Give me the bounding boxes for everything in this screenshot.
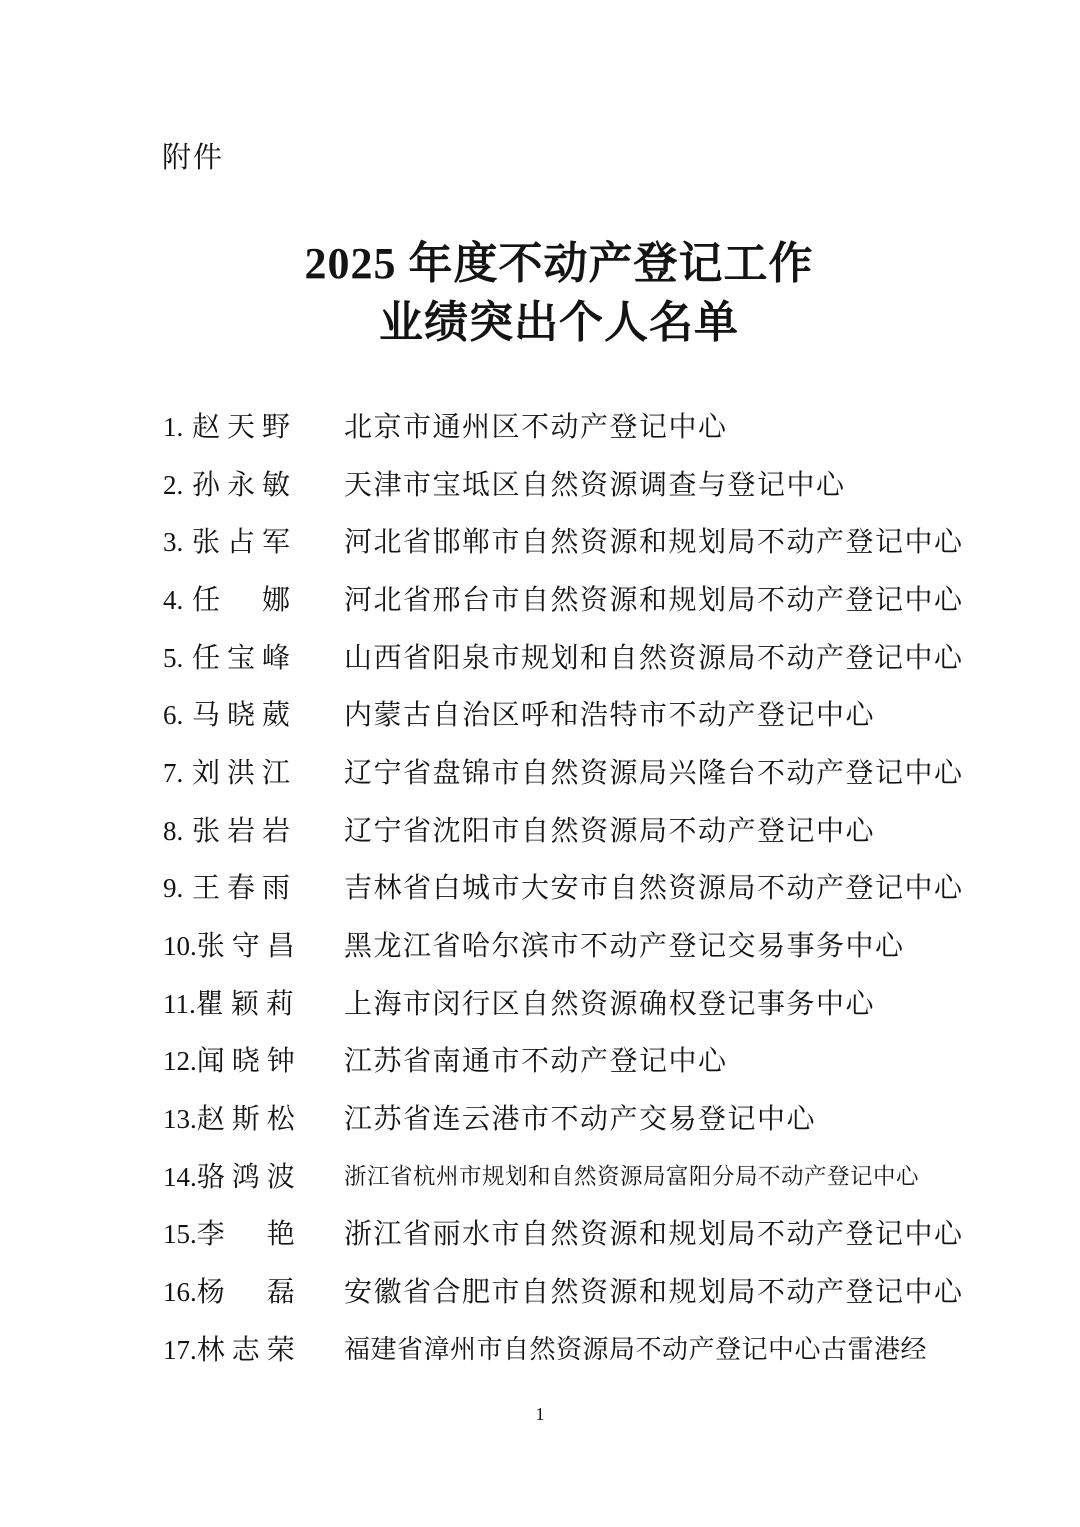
row-number: 7. bbox=[163, 757, 184, 788]
row-name: 张占军 bbox=[192, 527, 298, 559]
row-org: 辽宁省沈阳市自然资源局不动产登记中心 bbox=[344, 815, 876, 847]
list-row bbox=[163, 1261, 963, 1319]
row-name: 张岩岩 bbox=[192, 815, 298, 847]
list-row bbox=[163, 915, 963, 973]
row-name: 马晓葳 bbox=[192, 700, 298, 732]
row-name: 李 艳 bbox=[196, 1219, 302, 1251]
row-name-cell bbox=[163, 866, 344, 906]
row-org: 福建省漳州市自然资源局不动产登记中心古雷港经 bbox=[344, 1335, 928, 1365]
row-name-cell bbox=[163, 578, 344, 618]
row-name: 赵斯松 bbox=[196, 1104, 302, 1136]
row-name-cell bbox=[163, 463, 344, 503]
row-name-cell bbox=[163, 1155, 344, 1195]
row-org: 吉林省白城市大安市自然资源局不动产登记中心 bbox=[344, 873, 964, 905]
title-line-1: 2025 年度不动产登记工作 bbox=[304, 239, 814, 288]
row-name-cell bbox=[163, 1097, 344, 1137]
row-name-cell bbox=[163, 693, 344, 733]
row-name: 刘洪江 bbox=[192, 757, 298, 789]
document-title bbox=[163, 234, 955, 352]
row-org: 浙江省杭州市规划和自然资源局富阳分局不动产登记中心 bbox=[344, 1163, 920, 1189]
list-row bbox=[163, 627, 963, 685]
row-number: 1. bbox=[163, 411, 184, 442]
row-org: 山西省阳泉市规划和自然资源局不动产登记中心 bbox=[344, 642, 964, 674]
row-number: 8. bbox=[163, 815, 184, 846]
row-org: 河北省邢台市自然资源和规划局不动产登记中心 bbox=[344, 584, 964, 616]
page-number: 1 bbox=[535, 1404, 545, 1424]
row-name-cell bbox=[163, 636, 344, 676]
row-number: 15. bbox=[163, 1219, 197, 1250]
attachment-label: 附件 bbox=[162, 142, 225, 174]
row-name-cell bbox=[163, 1328, 344, 1368]
row-org: 黑龙江省哈尔滨市不动产登记交易事务中心 bbox=[344, 931, 905, 963]
row-org: 河北省邯郸市自然资源和规划局不动产登记中心 bbox=[344, 527, 964, 559]
row-number: 16. bbox=[163, 1277, 197, 1308]
row-number: 11. bbox=[163, 988, 196, 1019]
list-row bbox=[163, 511, 963, 569]
list-row bbox=[163, 454, 963, 512]
list-row bbox=[163, 396, 963, 454]
row-name: 闻晓钟 bbox=[196, 1046, 302, 1078]
row-number: 10. bbox=[163, 931, 197, 962]
row-name: 王春雨 bbox=[192, 873, 298, 905]
row-number: 12. bbox=[163, 1046, 197, 1077]
row-number: 3. bbox=[163, 527, 184, 558]
list-row bbox=[163, 973, 963, 1031]
row-name-cell bbox=[163, 405, 344, 445]
row-name-cell bbox=[163, 1270, 344, 1310]
row-org: 江苏省南通市不动产登记中心 bbox=[344, 1046, 728, 1078]
row-org: 上海市闵行区自然资源确权登记事务中心 bbox=[344, 988, 876, 1020]
row-name: 瞿颖莉 bbox=[195, 988, 301, 1020]
list-row bbox=[163, 742, 963, 800]
list-row bbox=[163, 1319, 963, 1377]
row-org: 江苏省连云港市不动产交易登记中心 bbox=[344, 1104, 817, 1136]
row-name-cell bbox=[163, 809, 344, 849]
row-name: 赵天野 bbox=[192, 411, 298, 443]
row-name: 张守昌 bbox=[196, 931, 302, 963]
row-org: 安徽省合肥市自然资源和规划局不动产登记中心 bbox=[344, 1277, 964, 1309]
row-name-cell bbox=[163, 924, 344, 964]
list-row bbox=[163, 1146, 963, 1204]
row-name: 骆鸿波 bbox=[196, 1161, 302, 1193]
row-name: 孙永敏 bbox=[192, 469, 298, 501]
row-name-cell bbox=[163, 982, 344, 1022]
row-number: 6. bbox=[163, 700, 184, 731]
row-org: 浙江省丽水市自然资源和规划局不动产登记中心 bbox=[344, 1219, 964, 1251]
row-number: 5. bbox=[163, 642, 184, 673]
row-number: 17. bbox=[163, 1334, 197, 1365]
row-org: 内蒙古自治区呼和浩特市不动产登记中心 bbox=[344, 700, 876, 732]
list-row bbox=[163, 684, 963, 742]
list-row bbox=[163, 800, 963, 858]
list-row bbox=[163, 1031, 963, 1089]
row-name: 林志荣 bbox=[196, 1334, 302, 1366]
row-number: 9. bbox=[163, 873, 184, 904]
row-name: 任宝峰 bbox=[192, 642, 298, 674]
row-name-cell bbox=[163, 520, 344, 560]
list-row bbox=[163, 858, 963, 916]
list-row bbox=[163, 1204, 963, 1262]
row-name-cell bbox=[163, 1212, 344, 1252]
row-org: 天津市宝坻区自然资源调查与登记中心 bbox=[344, 469, 846, 501]
row-name: 任 娜 bbox=[192, 584, 298, 616]
row-number: 2. bbox=[163, 469, 184, 500]
list-row bbox=[163, 569, 963, 627]
title-line-2: 业绩突出个人名单 bbox=[379, 298, 739, 347]
list-row bbox=[163, 1088, 963, 1146]
row-number: 14. bbox=[163, 1161, 197, 1192]
row-org: 辽宁省盘锦市自然资源局兴隆台不动产登记中心 bbox=[344, 757, 964, 789]
row-org: 北京市通州区不动产登记中心 bbox=[344, 411, 728, 443]
person-list bbox=[163, 396, 963, 1377]
row-name-cell bbox=[163, 751, 344, 791]
row-number: 4. bbox=[163, 584, 184, 615]
row-name: 杨 磊 bbox=[196, 1277, 302, 1309]
row-name-cell bbox=[163, 1039, 344, 1079]
row-number: 13. bbox=[163, 1104, 197, 1135]
